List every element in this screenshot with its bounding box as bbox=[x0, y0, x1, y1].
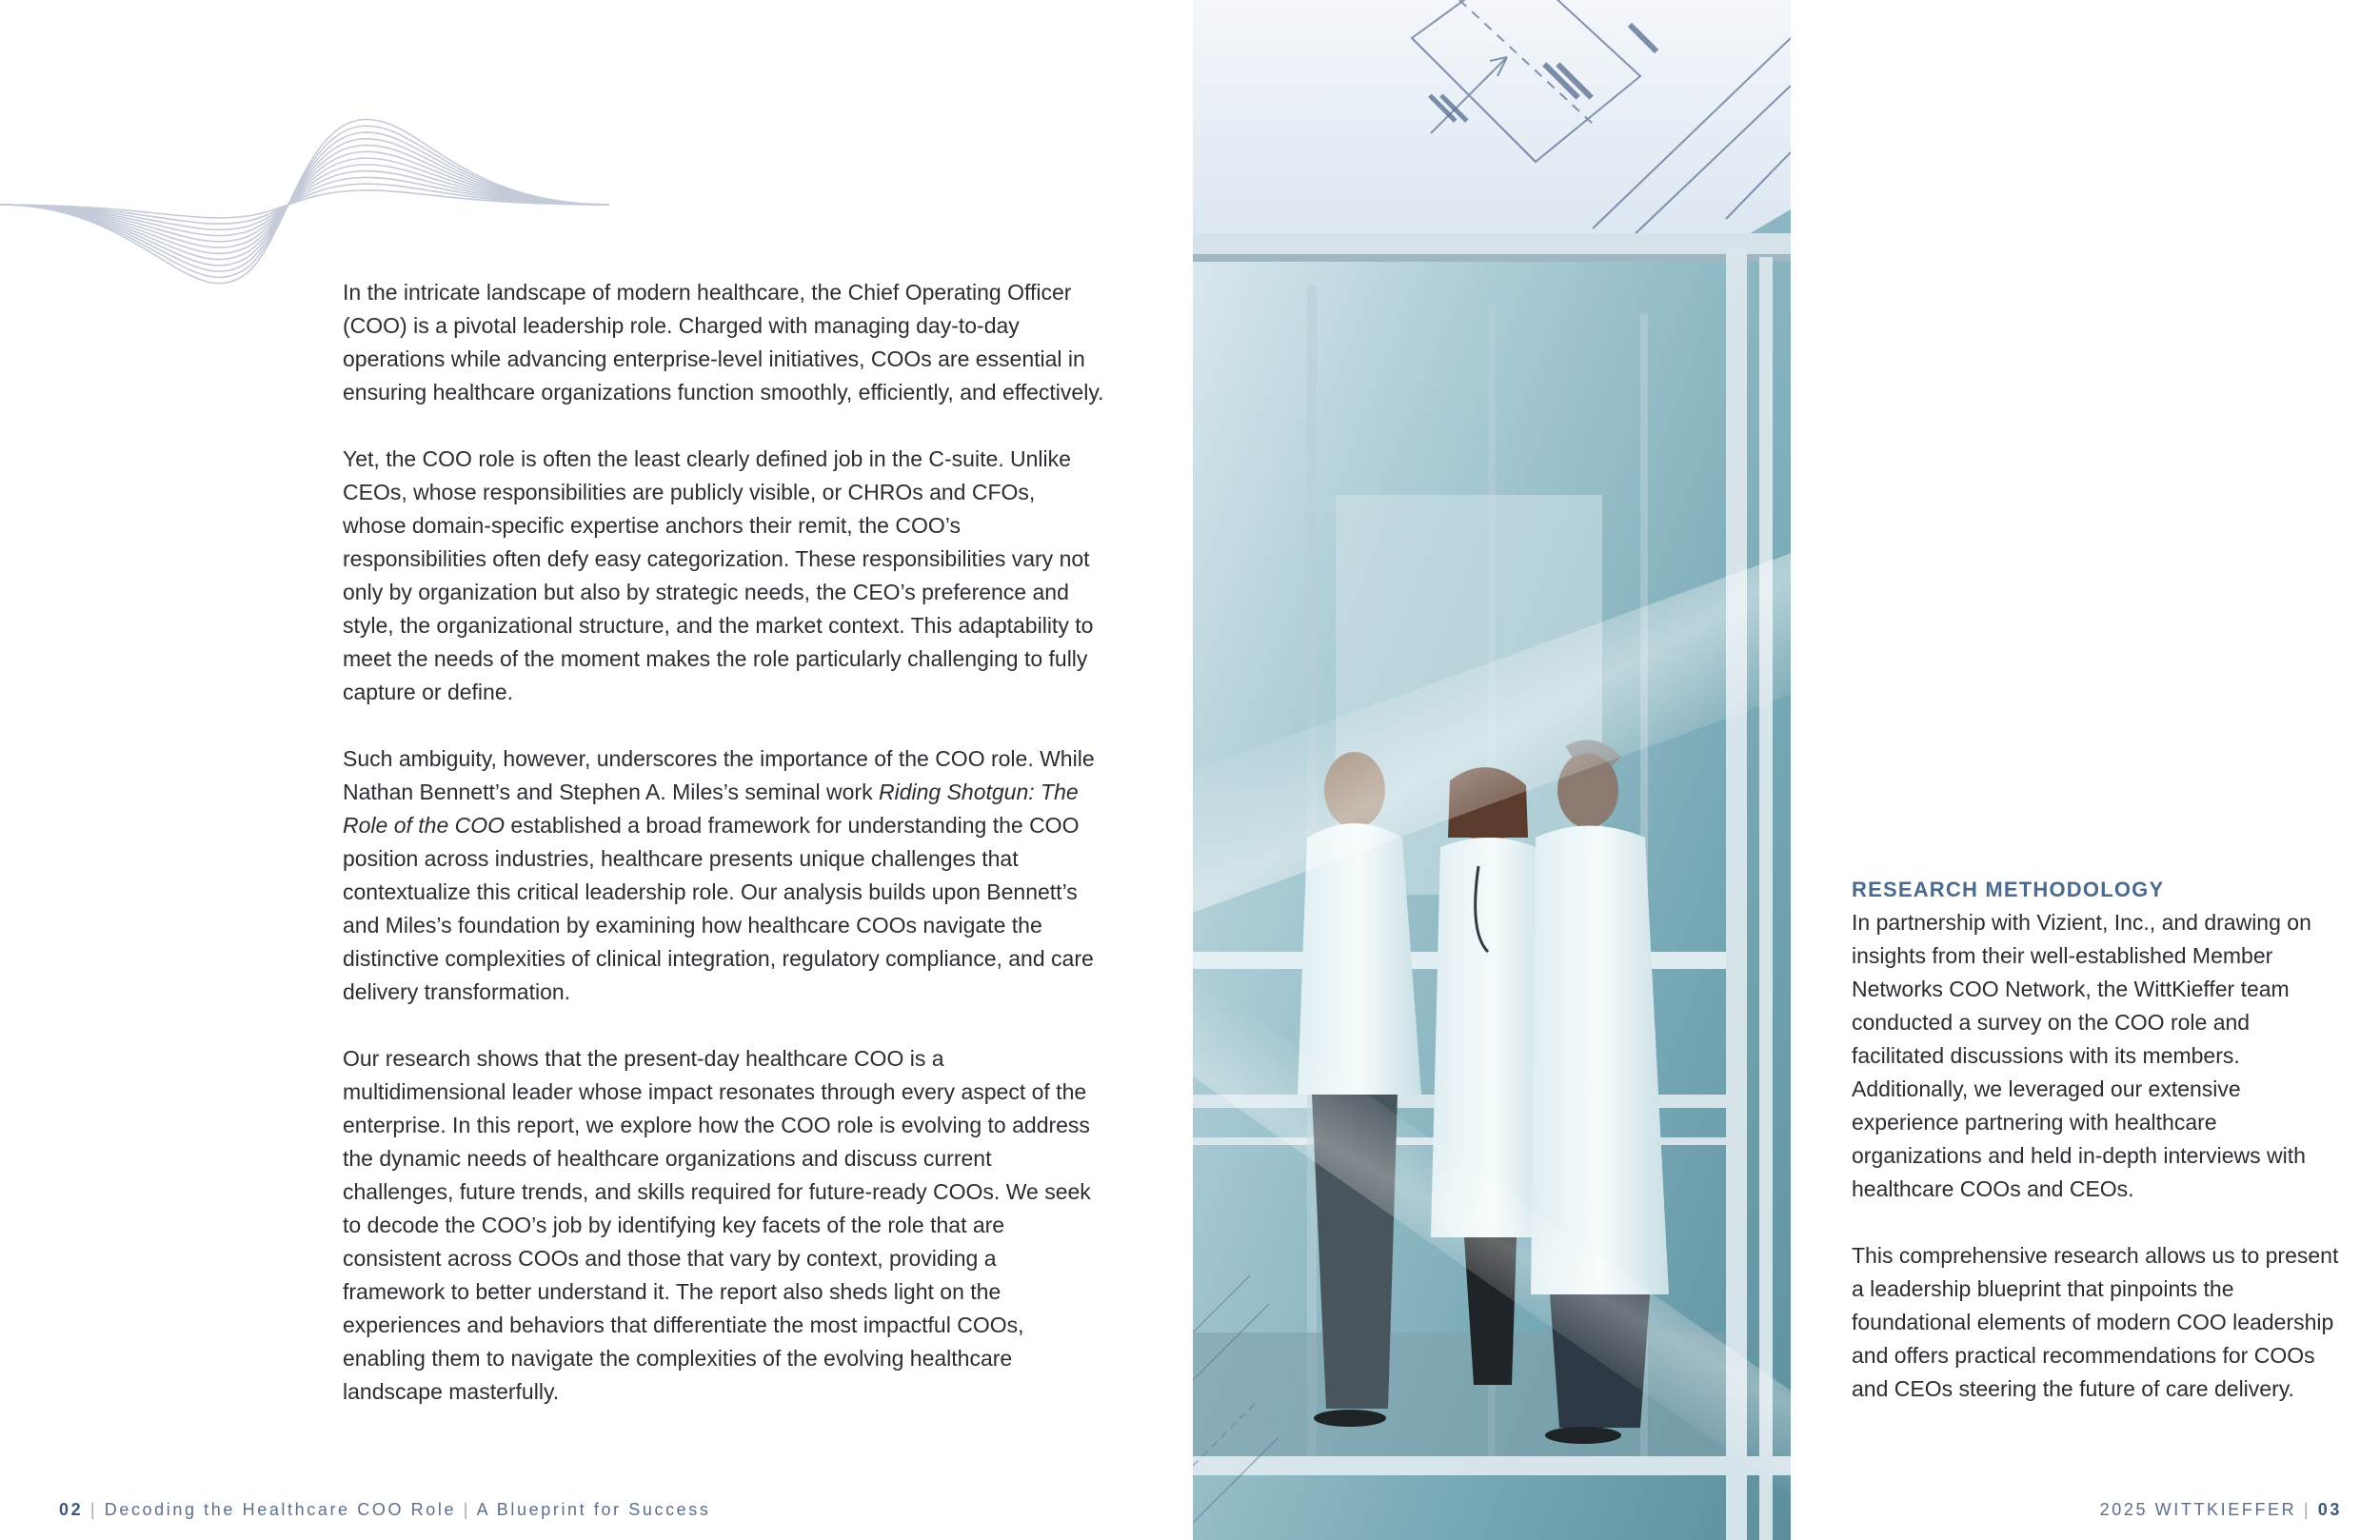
left-page-body bbox=[343, 276, 1104, 1442]
research-methodology-section bbox=[1852, 873, 2347, 1439]
footer-separator: | bbox=[89, 1500, 98, 1519]
paragraph-text: established a broad framework for understanding the COO position across industries, healthcare presents unique challenges that contextualize this critical leadership role. Our analysis builds upon Bennett’s and Miles’s foundation by examining how healthcare COOs navigate the distinctive complexities of clinical integration, regulatory compliance, and care delivery transformation. bbox=[343, 813, 1094, 1004]
methodology-paragraph: This comprehensive research allows us to present a leadership blueprint that pinpoints the foundational elements of modern COO leadership and offers practical recommendations for COOs and CEOs steering the future of care delivery. bbox=[1852, 1243, 2339, 1401]
hospital-photo bbox=[1193, 0, 1791, 1540]
report-title: Decoding the Healthcare COO Role bbox=[104, 1500, 457, 1519]
section-heading: RESEARCH METHODOLOGY bbox=[1852, 878, 2165, 901]
footer-left bbox=[59, 1500, 710, 1520]
page-number: 03 bbox=[2317, 1500, 2342, 1519]
methodology-paragraph: In partnership with Vizient, Inc., and drawing on insights from their well-established Member Networks COO Network, the WittKieffer team conducted a survey on the COO role and facilitated discussions with its members. Additionally, we leveraged our extensive experience partnering with healthcare organizations and held in-depth interviews with healthcare COOs and CEOs. bbox=[1852, 910, 2311, 1201]
paragraph-research: Our research shows that the present-day healthcare COO is a multidimensional leader whose impact resonates through every aspect of the enterprise. In this report, we explore how the COO role is evolving to address the dynamic needs of healthcare organizations and discuss current challenges, future trends, and skills required for future-ready COOs. We seek to decode the COO’s job by identifying key facets of the role that are consistent across COOs and those that vary by context, providing a framework to better understand it. The report also sheds light on the experiences and behaviors that differentiate the most impactful COOs, enabling them to navigate the complexities of the evolving healthcare landscape masterfully. bbox=[343, 1046, 1091, 1404]
footer-separator: | bbox=[463, 1500, 470, 1519]
report-subtitle: A Blueprint for Success bbox=[476, 1500, 711, 1519]
book-title: Riding Shotgun: The Role of the COO bbox=[343, 780, 1079, 838]
footer-separator: | bbox=[2303, 1500, 2311, 1519]
page-number: 02 bbox=[59, 1500, 84, 1519]
paragraph-riding-shotgun bbox=[343, 742, 1104, 1009]
paragraph-text: Such ambiguity, however, underscores the importance of the COO role. While Nathan Bennett’s and Stephen A. Miles’s seminal work bbox=[343, 746, 1095, 804]
footer-right bbox=[2100, 1500, 2342, 1520]
paragraph-intro: In the intricate landscape of modern healthcare, the Chief Operating Officer (COO) is a pivotal leadership role. Charged with managing day-to-day operations while advancing enterprise-level initiatives, COOs are essential in ensuring healthcare organizations function smoothly, efficiently, and effectively. bbox=[343, 280, 1104, 405]
publisher-label: 2025 WITTKIEFFER bbox=[2099, 1500, 2297, 1519]
paragraph-ambiguity: Yet, the COO role is often the least clearly defined job in the C-suite. Unlike CEOs, whose responsibilities are publicly visible, or CHROs and CFOs, whose domain-specific expertise anchors their remit, the COO’s responsibilities often defy easy categorization. These responsibilities vary not only by organization but also by strategic needs, the CEO’s preference and style, the organizational structure, and the market context. This adaptability to meet the needs of the moment makes the role particularly challenging to fully capture or define. bbox=[343, 446, 1094, 704]
